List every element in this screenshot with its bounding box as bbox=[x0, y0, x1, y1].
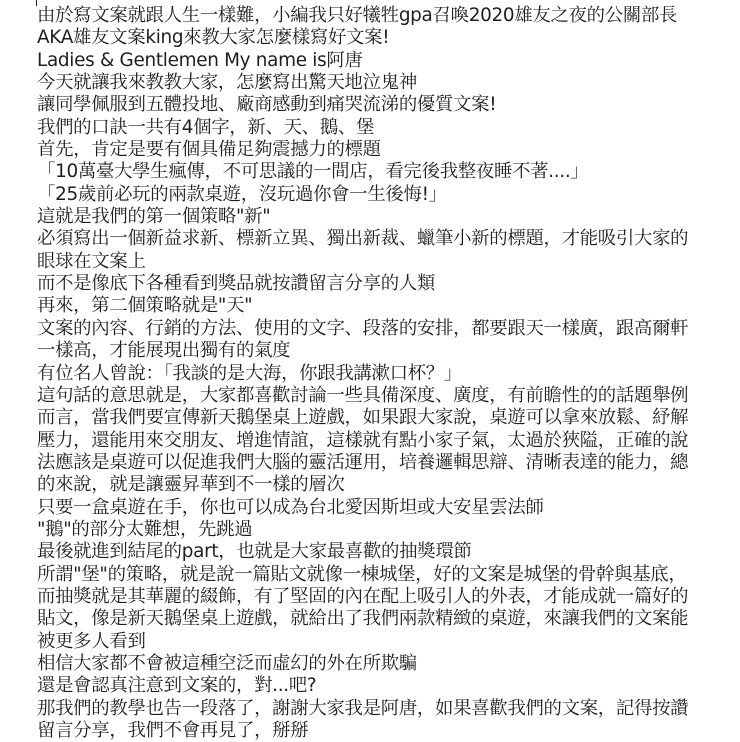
post-text-line: 那我們的教學也告一段落了，謝謝大家我是阿唐，如果喜歡我們的文案，記得按讚 bbox=[37, 697, 689, 719]
post-text-line: 由於寫文案就跟人生一樣難，小編我只好犧牲gpa召喚2020雄友之夜的公關部長 bbox=[37, 5, 678, 26]
post-text-line: 貼文，像是新天鵝堡桌上遊戲，就給出了我們兩款精緻的桌遊，來讓我們的文案能 bbox=[37, 608, 689, 630]
post-text-line: "鵝"的部分太難想，先跳過 bbox=[37, 518, 253, 540]
post-text-line: 只要一盒桌遊在手，你也可以成為台北愛因斯坦或大安星雲法師 bbox=[37, 496, 544, 518]
post-text-line: 有位名人曾說：「我談的是大海，你跟我講漱口杯？」 bbox=[37, 362, 462, 384]
post-text-line: 眼球在文案上 bbox=[37, 250, 146, 272]
post-text-line: 法應該是桌遊可以促進我們大腦的靈活運用，培養邏輯思辯、清晰表達的能力，總 bbox=[37, 451, 689, 473]
post-text-line: Ladies & Gentlemen My name is阿唐 bbox=[37, 49, 363, 71]
post-body bbox=[37, 5, 737, 742]
post-text-line: 而不是像底下各種看到獎品就按讚留言分享的人類 bbox=[37, 273, 435, 295]
post-text-line: 還是會認真注意到文案的，對...吧? bbox=[37, 675, 317, 697]
post-text-line: 的來說，就是讓靈昇華到不一樣的層次 bbox=[37, 474, 345, 496]
post-text-line: 而言，當我們要宣傳新天鵝堡桌上遊戲，如果跟大家說，桌遊可以拿來放鬆、紓解 bbox=[37, 407, 689, 429]
post-text-line: 讓同學佩服到五體投地、廠商感動到痛哭流涕的優質文案! bbox=[37, 94, 497, 116]
post-text-line: 相信大家都不會被這種空泛而虛幻的外在所欺騙 bbox=[37, 652, 417, 674]
post-text-line: AKA雄友文案king來教大家怎麼樣寫好文案! bbox=[37, 27, 390, 49]
post-text-line: 最後就進到結尾的part，也就是大家最喜歡的抽獎環節 bbox=[37, 541, 472, 563]
post-text-line: 所謂"堡"的策略，就是說一篇貼文就像一棟城堡，好的文案是城堡的骨幹與基底， bbox=[37, 563, 687, 585]
post-text-line: 而抽獎就是其華麗的綴飾，有了堅固的內在配上吸引人的外表，才能成就一篇好的 bbox=[37, 585, 689, 607]
post-text-line: 這句話的意思就是，大家都喜歡討論一些具備深度、廣度，有前瞻性的的話題舉例 bbox=[37, 384, 689, 406]
post-text-line: 必須寫出一個新益求新、標新立異、獨出新裁、蠟筆小新的標題，才能吸引大家的 bbox=[37, 228, 689, 250]
post-text-line: 再來，第二個策略就是"天" bbox=[37, 295, 253, 317]
post-text-line: 首先，肯定是要有個具備足夠震撼力的標題 bbox=[37, 139, 381, 161]
post-text-line: 「25歲前必玩的兩款桌遊，沒玩過你會一生後悔!」 bbox=[37, 183, 447, 205]
post-text-line: 文案的內容、行銷的方法、使用的文字、段落的安排，都要跟天一樣廣，跟高爾軒 bbox=[37, 317, 689, 339]
post-text-line: 我們的口訣一共有4個字，新、天、鵝、堡 bbox=[37, 116, 375, 138]
post-text-line: 今天就讓我來教教大家，怎麼寫出驚天地泣鬼神 bbox=[37, 72, 417, 94]
post-text-line: 一樣高，才能展現出獨有的氣度 bbox=[37, 340, 291, 362]
post-text-line: 「10萬臺大學生瘋傳，不可思議的一間店，看完後我整夜睡不著....」 bbox=[37, 161, 589, 183]
post-text-line: 壓力，還能用來交朋友、增進情誼，這樣就有點小家子氣，太過於狹隘，正確的說 bbox=[37, 429, 689, 451]
post-text-line: 留言分享，我們不會再見了，掰掰 bbox=[37, 720, 309, 741]
post-text-line: 這就是我們的第一個策略"新" bbox=[37, 206, 271, 228]
post-text-line: 被更多人看到 bbox=[37, 630, 146, 652]
